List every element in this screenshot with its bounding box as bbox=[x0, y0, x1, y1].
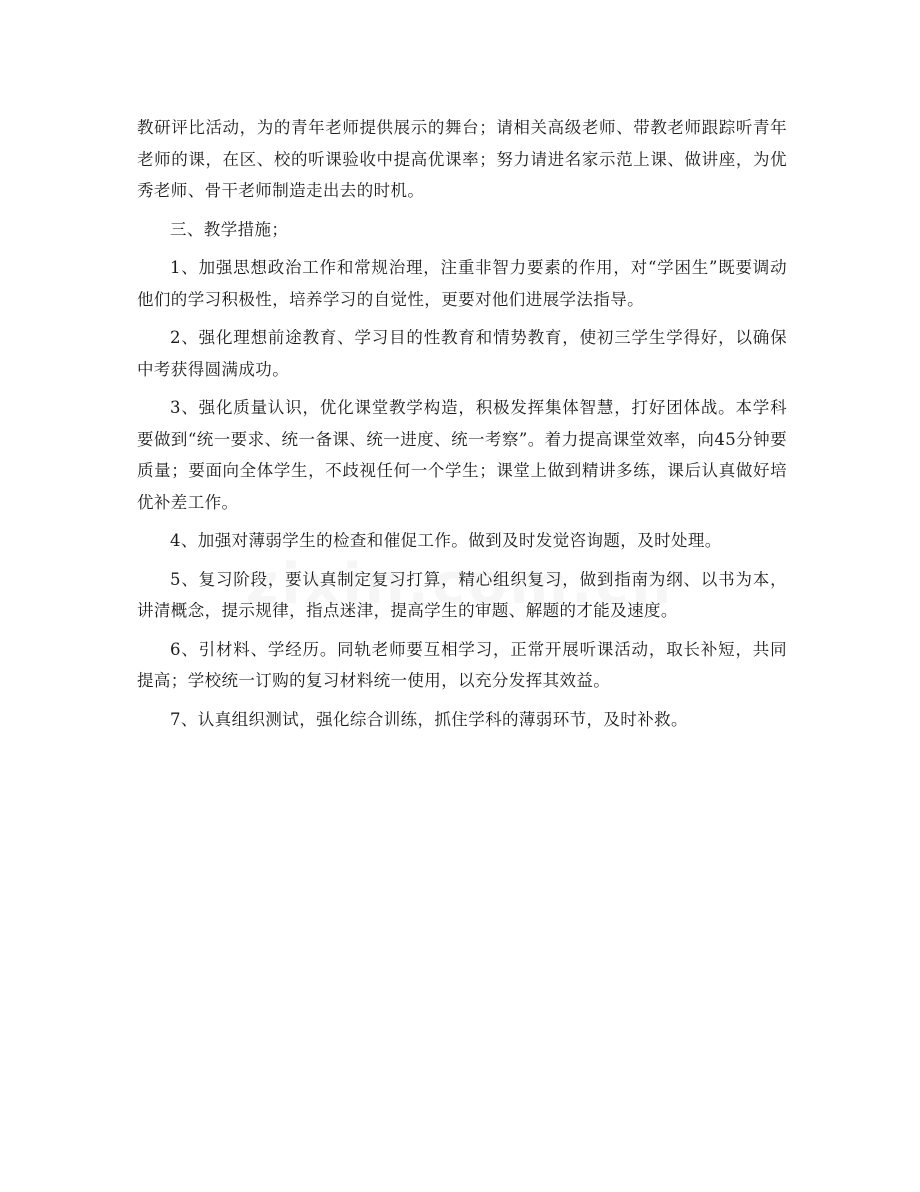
list-item-measure-1: 1、加强思想政治工作和常规治理，注重非智力要素的作用，对“学困生”既要调动他们的学习积极性，培养学习的自觉性，更要对他们进展学法指导。 bbox=[137, 258, 787, 309]
section-heading-teaching-measures: 三、教学措施； bbox=[170, 219, 289, 239]
list-item-measure-6: 6、引材料、学经历。同轨老师要互相学习，正常开展听课活动，取长补短，共同提高；学校统一订购的复习材料统一使用，以充分发挥其效益。 bbox=[137, 639, 787, 690]
list-item-measure-7: 7、认真组织测试，强化综合训练，抓住学科的薄弱环节，及时补救。 bbox=[170, 709, 688, 729]
document-body bbox=[137, 112, 787, 735]
list-item-measure-4: 4、加强对薄弱学生的检查和催促工作。做到及时发觉咨询题，及时处理。 bbox=[170, 531, 722, 550]
list-item-measure-3: 3、强化质量认识，优化课堂教学构造，积极发挥集体智慧，打好团体战。本学科要做到“统一要求、统一备课、统一进度、统一考察”。着力提高课堂效率，向45分钟要质量；要面向全体学生，不歧视任何一个学生；课堂上做到精讲多练，课后认真做好培优补差工作。 bbox=[137, 398, 787, 512]
list-item-measure-5: 5、复习阶段，要认真制定复习打算，精心组织复习，做到指南为纲、以书为本，讲清概念，提示规律，指点迷津，提高学生的审题、解题的才能及速度。 bbox=[137, 569, 787, 620]
list-item-measure-2: 2、强化理想前途教育、学习目的性教育和情势教育，使初三学生学得好，以确保中考获得圆满成功。 bbox=[137, 328, 787, 379]
paragraph-continued-text: 教研评比活动，为的青年老师提供展示的舞台；请相关高级老师、带教老师跟踪听青年老师的课，在区、校的听课验收中提高优课率；努力请进名家示范上课、做讲座，为优秀老师、骨干老师制造走出去的时机。 bbox=[137, 118, 787, 200]
